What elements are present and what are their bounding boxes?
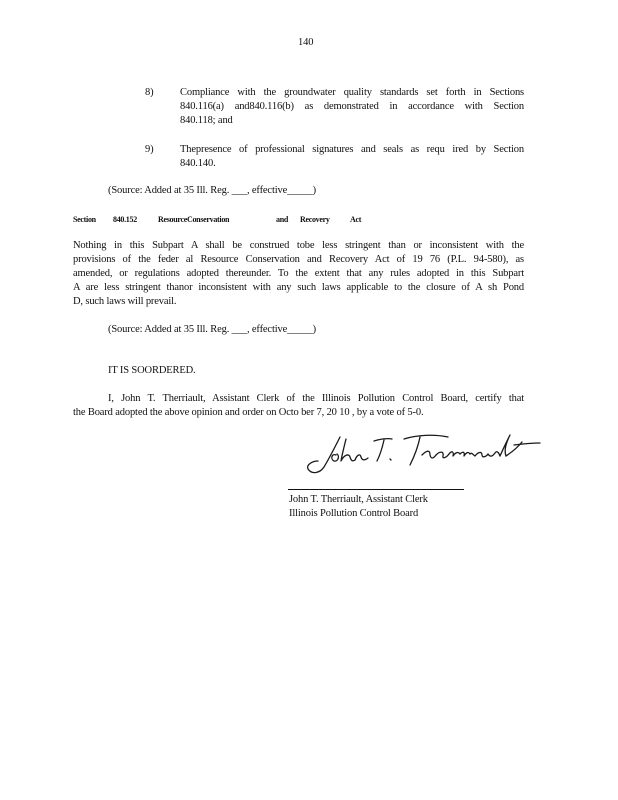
certification-line: the Board adopted the above opinion and order on Octo ber 7, 20 10 , by a vote of 5-0. (73, 407, 424, 418)
section-title-part: ResourceConservation (158, 215, 230, 224)
certification-paragraph (73, 392, 524, 420)
source-note: (Source: Added at 35 Ill. Reg. ___, effective_____) (108, 185, 316, 196)
paragraph-line: D, such laws will prevail. (73, 296, 177, 307)
paragraph-line: Nothing in this Subpart A shall be construed tobe less stringent than or inconsistent with the (73, 240, 524, 251)
list-item-number: 9) (145, 144, 154, 155)
body-paragraph (73, 239, 524, 309)
page-number: 140 (298, 37, 314, 48)
signatory-name: John T. Therriault, Assistant Clerk (289, 494, 428, 505)
section-label: Section (73, 215, 96, 224)
list-item-line: Compliance with the groundwater quality standards set forth in Sections (180, 87, 524, 98)
list-item-text (180, 143, 524, 171)
signature-line (288, 489, 464, 490)
source-note: (Source: Added at 35 Ill. Reg. ___, effective_____) (108, 324, 316, 335)
handwritten-signature (300, 425, 545, 480)
section-title-part: and (276, 215, 288, 224)
certification-line: I, John T. Therriault, Assistant Clerk of the Illinois Pollution Control Board, certify that (108, 393, 524, 404)
paragraph-line: A are less stringent thanor inconsistent with any such laws applicable to the closure of A sh Pond (73, 282, 524, 293)
section-number: 840.152 (113, 215, 137, 224)
signatory-organization: Illinois Pollution Control Board (289, 508, 419, 519)
list-item-line: 840.140. (180, 158, 216, 169)
paragraph-line: provisions of the feder al Resource Conservation and Recovery Act of 19 76 (P.L. 94-580), as (73, 254, 524, 265)
list-item-line: 840.118; and (180, 115, 233, 126)
list-item-number: 8) (145, 87, 154, 98)
list-item-line: Thepresence of professional signatures and seals as requ ired by Section (180, 144, 524, 155)
list-item-line: 840.116(a) and840.116(b) as demonstrated in accordance with Section (180, 101, 524, 112)
order-statement: IT IS SOORDERED. (108, 365, 196, 376)
list-item-text (180, 86, 524, 128)
section-title-part: Act (350, 215, 362, 224)
paragraph-line: amended, or regulations adopted thereunder. To the extent that any rules adopted in this Subpart (73, 268, 524, 279)
section-title-part: Recovery (300, 215, 330, 224)
